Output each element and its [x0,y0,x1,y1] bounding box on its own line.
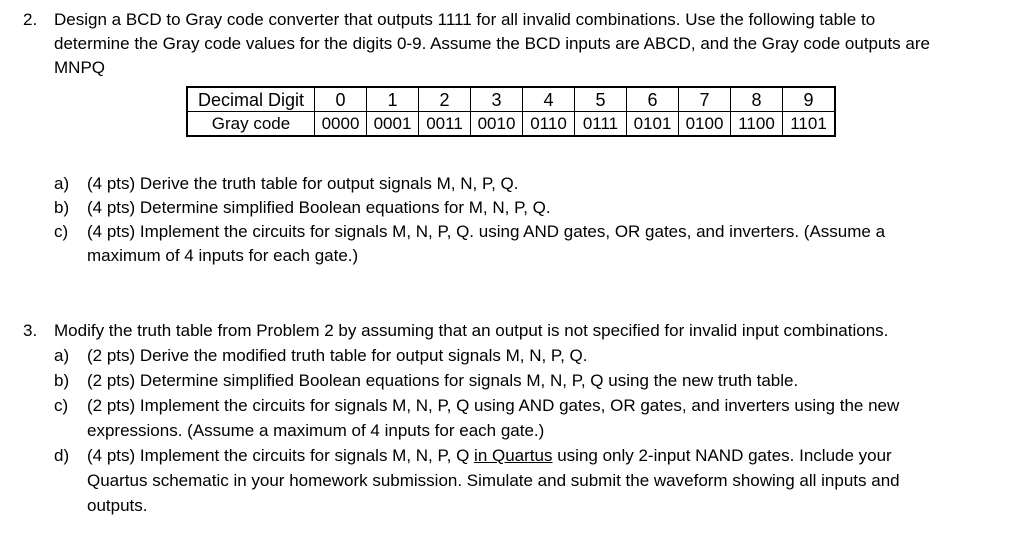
gray-code-cell: 0100 [679,112,731,137]
gray-code-header: Gray code [187,112,315,137]
digit-cell: 7 [679,87,731,112]
part-text-line-2: expressions. (Assume a maximum of 4 inputs for each gate.) [87,421,545,440]
part-label: c) [54,396,69,415]
part-text: (2 pts) Derive the modified truth table for output signals M, N, P, Q. [87,346,588,365]
digit-cell: 5 [575,87,627,112]
part-label: b) [54,198,70,217]
quartus-link[interactable]: in Quartus [474,446,553,465]
part-text-pre: (4 pts) Implement the circuits for signals M, N, P, Q [87,446,475,465]
gray-code-cell: 0111 [575,112,627,137]
problem-3-text: Modify the truth table from Problem 2 by assuming that an output is not specified for invalid input combinations. [54,321,889,340]
gray-code-cell: 0010 [471,112,523,137]
digit-cell: 1 [367,87,419,112]
part-text: (4 pts) Determine simplified Boolean equations for M, N, P, Q. [87,198,551,217]
gray-code-cell: 0101 [627,112,679,137]
part-text-line-1: (2 pts) Implement the circuits for signals M, N, P, Q using AND gates, OR gates, and inverters using the new [87,396,900,415]
gray-code-cell: 0011 [419,112,471,137]
decimal-digit-header: Decimal Digit [187,87,315,112]
digit-cell: 3 [471,87,523,112]
part-text-line-1 [87,444,992,467]
decimal-digit-row [187,87,835,112]
part-text: (2 pts) Determine simplified Boolean equations for signals M, N, P, Q using the new truth table. [87,371,799,390]
gray-code-cell: 0001 [367,112,419,137]
part-text-line-2: Quartus schematic in your homework submission. Simulate and submit the waveform showing all inputs and [87,471,900,490]
gray-code-cell: 1101 [783,112,836,137]
digit-cell: 0 [315,87,367,112]
part-text-line-1: (4 pts) Implement the circuits for signals M, N, P, Q. using AND gates, OR gates, and inverters. (Assume a [87,222,886,241]
digit-cell: 4 [523,87,575,112]
gray-code-table [186,86,836,137]
part-text-post: using only 2-input NAND gates. Include your [552,446,892,465]
part-text-line-3: outputs. [87,496,148,515]
digit-cell: 9 [783,87,836,112]
part-text-line-2: maximum of 4 inputs for each gate.) [87,246,359,265]
gray-code-cell: 1100 [731,112,783,137]
part-text: (4 pts) Derive the truth table for output signals M, N, P, Q. [87,174,519,193]
part-label: c) [54,222,69,241]
part-label: a) [54,174,70,193]
problem-2-text-line-2: determine the Gray code values for the digits 0-9. Assume the BCD inputs are ABCD, and the Gray code outputs are [54,34,930,53]
problem-2-text-line-1: Design a BCD to Gray code converter that outputs 1111 for all invalid combinations. Use the following table to [54,10,876,29]
gray-code-cell: 0000 [315,112,367,137]
problem-2-number: 2. [23,10,38,29]
digit-cell: 8 [731,87,783,112]
digit-cell: 6 [627,87,679,112]
part-label: a) [54,346,70,365]
part-label: b) [54,371,70,390]
problem-2-text-line-3: MNPQ [54,58,105,77]
gray-code-row [187,112,835,137]
part-label: d) [54,446,70,465]
gray-code-cell: 0110 [523,112,575,137]
problem-3-number: 3. [23,321,38,340]
digit-cell: 2 [419,87,471,112]
